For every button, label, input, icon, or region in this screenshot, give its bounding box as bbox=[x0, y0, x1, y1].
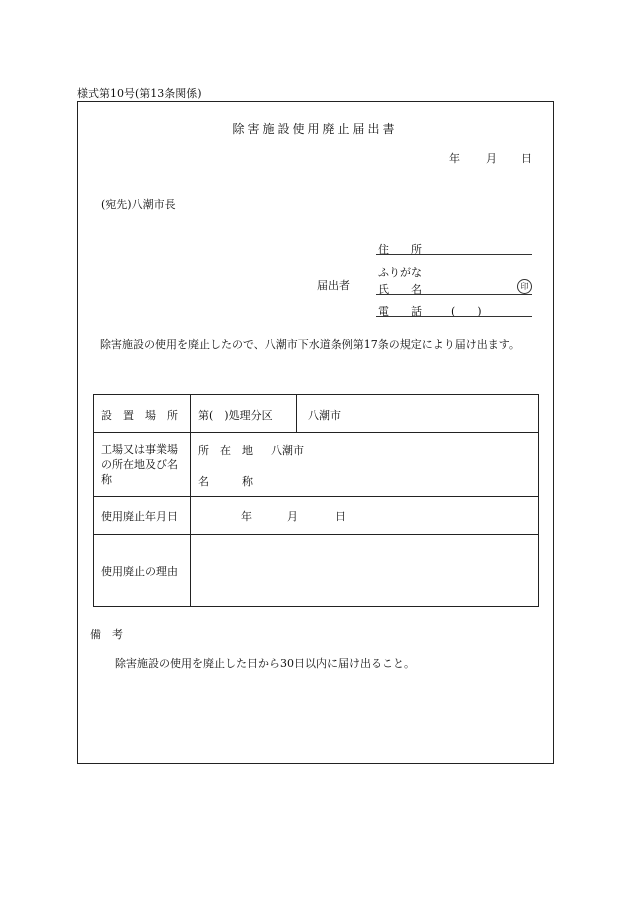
discontinuation-day: 日 bbox=[335, 510, 346, 523]
date-day-label: 日 bbox=[521, 152, 532, 165]
discontinuation-reason-label: 使用廃止の理由 bbox=[101, 565, 178, 578]
furigana-label: ふりがな bbox=[378, 266, 422, 279]
facility-location-name-label: 工場又は事業場の所在地及び名称 bbox=[101, 443, 178, 486]
name-label: 氏 名 bbox=[378, 283, 422, 296]
discontinuation-month: 月 bbox=[287, 510, 298, 523]
phone-underline bbox=[376, 316, 532, 317]
form-title: 除害施設使用廃止届出書 bbox=[232, 122, 398, 136]
applicant-label: 届出者 bbox=[317, 279, 350, 292]
date-month-label: 月 bbox=[486, 152, 497, 165]
installation-location-label: 設 置 場 所 bbox=[101, 409, 178, 422]
table-row-divider bbox=[94, 496, 538, 497]
discontinuation-year: 年 bbox=[241, 510, 252, 523]
form-number: 様式第10号(第13条関係) bbox=[77, 87, 202, 100]
remarks-heading: 備 考 bbox=[90, 628, 123, 641]
discontinuation-date-label: 使用廃止年月日 bbox=[101, 510, 178, 523]
addressee: (宛先)八潮市長 bbox=[101, 198, 176, 211]
installation-city: 八潮市 bbox=[308, 409, 341, 422]
address-label: 住 所 bbox=[378, 243, 422, 256]
phone-area-code: ( ) bbox=[451, 305, 482, 318]
treatment-district: 第( )処理分区 bbox=[198, 409, 273, 422]
notification-statement: 除害施設の使用を廃止したので、八潮市下水道条例第17条の規定により届け出ます。 bbox=[100, 338, 520, 351]
detail-table bbox=[93, 394, 539, 607]
seal-mark: 印 bbox=[517, 279, 532, 294]
facility-name-label: 名 称 bbox=[198, 475, 253, 488]
phone-label: 電 話 bbox=[378, 305, 422, 318]
date-year-label: 年 bbox=[449, 152, 460, 165]
location-label: 所 在 地 bbox=[198, 444, 253, 457]
table-column-divider bbox=[296, 395, 297, 432]
remarks-note: 除害施設の使用を廃止した日から30日以内に届け出ること。 bbox=[115, 657, 415, 670]
address-underline bbox=[376, 254, 532, 255]
table-row-divider bbox=[94, 534, 538, 535]
table-column-divider bbox=[190, 395, 191, 606]
location-city: 八潮市 bbox=[271, 444, 304, 457]
name-underline bbox=[376, 294, 532, 295]
table-row-divider bbox=[94, 432, 538, 433]
